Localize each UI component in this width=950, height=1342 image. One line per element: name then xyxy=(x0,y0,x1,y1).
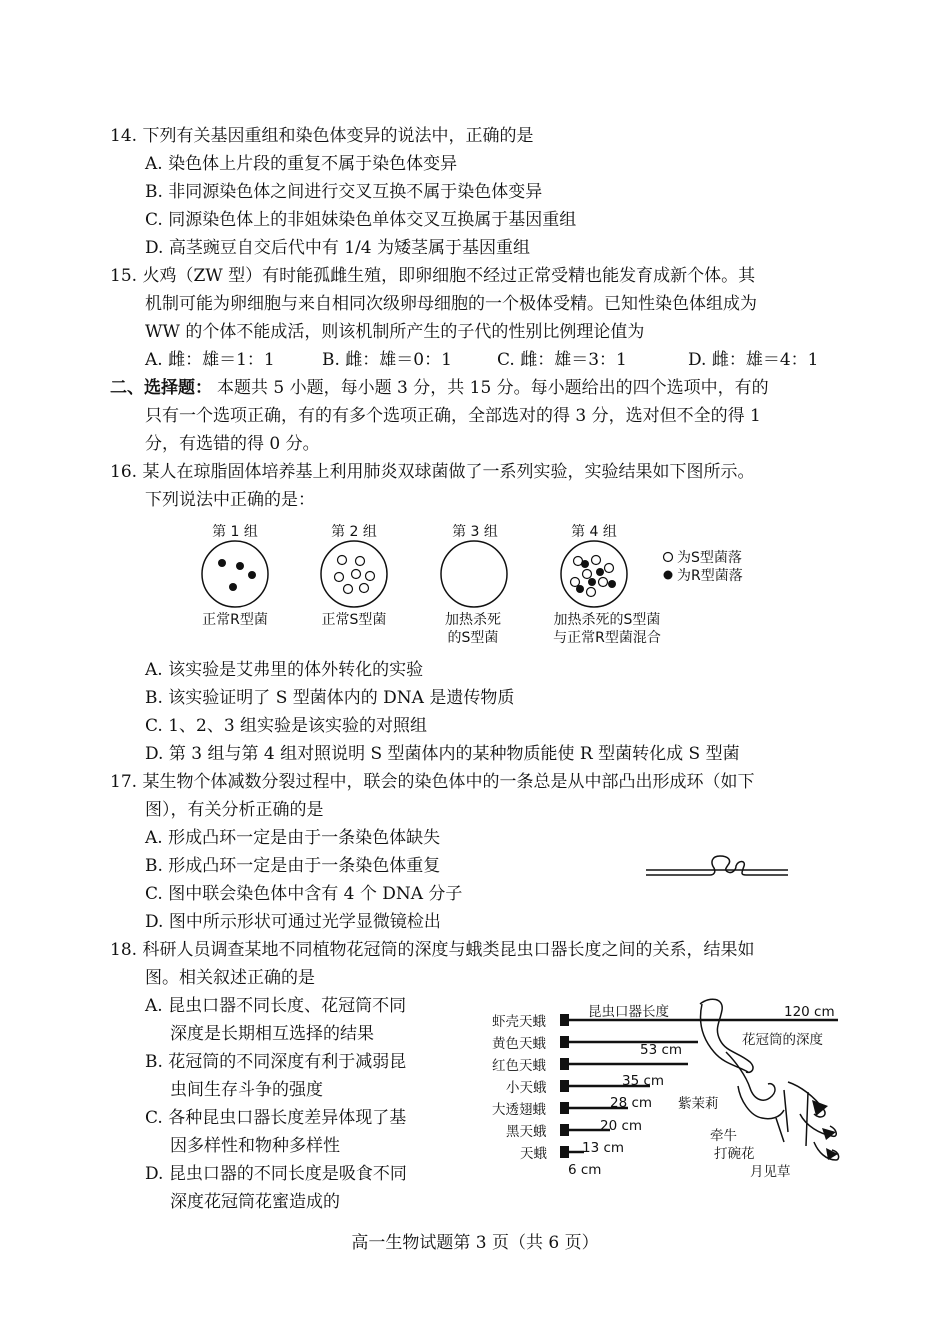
group3-title: 第 3 组 xyxy=(452,524,498,540)
legend-s-symbol xyxy=(664,553,673,562)
group3-caption-line2: 的S型菌 xyxy=(447,630,499,646)
q15-stem-line3: WW 的个体不能成活，则该机制所产生的子代的性别比例理论值为 xyxy=(145,322,645,342)
q18-stem-line1: 18. 科研人员调查某地不同植物花冠筒的深度与蛾类昆虫口器长度之间的关系，结果如 xyxy=(110,940,755,960)
q18-stem-line2: 图。相关叙述正确的是 xyxy=(145,968,315,988)
moth-flower-figure xyxy=(488,992,850,1192)
q17-option-d: D. 图中所示形状可通过光学显微镜检出 xyxy=(145,912,441,932)
group2-caption: 正常S型菌 xyxy=(321,612,387,628)
chromosome-loop-diagram xyxy=(640,848,800,882)
group1-caption: 正常R型菌 xyxy=(202,612,268,628)
moth-7: 天蛾 xyxy=(520,1146,547,1162)
q14-option-a: A. 染色体上片段的重复不属于染色体变异 xyxy=(145,154,458,174)
q18-option-d-line1: D. 昆虫口器的不同长度是吸食不同 xyxy=(145,1164,407,1184)
group4-caption-line2: 与正常R型菌混合 xyxy=(553,630,661,646)
q15-stem-line2: 机制可能为卵细胞与来自相同次级卵母细胞的一个极体受精。已知性染色体组成为 xyxy=(145,294,757,314)
moth-2: 黄色天蛾 xyxy=(492,1036,546,1052)
q17-stem-line1: 17. 某生物个体减数分裂过程中，联会的染色体中的一条总是从中部凸出形成环（如下 xyxy=(110,772,755,792)
q17-option-b: B. 形成凸环一定是由于一条染色体重复 xyxy=(145,856,441,876)
q17-option-a: A. 形成凸环一定是由于一条染色体缺失 xyxy=(145,828,441,848)
group2-colonies xyxy=(335,556,375,594)
legend-s-label: 为S型菌落 xyxy=(677,550,742,566)
group4-title: 第 4 组 xyxy=(571,524,617,540)
q15-stem-line1: 15. 火鸡（ZW 型）有时能孤雌生殖，即卵细胞不经过正常受精也能发育成新个体。其 xyxy=(110,266,756,286)
moth-1: 虾壳天蛾 xyxy=(492,1014,546,1030)
group4-caption-line1: 加热杀死的S型菌 xyxy=(553,612,661,628)
moth-5: 大透翅蛾 xyxy=(492,1102,546,1118)
length-28: 28 cm xyxy=(610,1095,653,1111)
dish-group4 xyxy=(561,541,627,607)
q14-option-d: D. 高茎豌豆自交后代中有 1/4 为矮茎属于基因重组 xyxy=(145,238,530,258)
q18-option-c-line1: C. 各种昆虫口器长度差异体现了基 xyxy=(145,1108,407,1128)
q17-option-c: C. 图中联会染色体中含有 4 个 DNA 分子 xyxy=(145,884,463,904)
q14-option-b: B. 非同源染色体之间进行交叉互换不属于染色体变异 xyxy=(145,182,543,202)
q14-stem: 14. 下列有关基因重组和染色体变异的说法中，正确的是 xyxy=(110,126,534,146)
header-right-label: 花冠筒的深度 xyxy=(742,1032,823,1048)
q18-option-a-line1: A. 昆虫口器不同长度、花冠筒不同 xyxy=(145,996,407,1016)
q16-stem-line1: 16. 某人在琼脂固体培养基上利用肺炎双球菌做了一系列实验，实验结果如下图所示。 xyxy=(110,462,755,482)
section2-text-line2: 只有一个选项正确，有的有多个选项正确，全部选对的得 3 分，选对但不全的得 1 xyxy=(145,406,761,426)
flower-3: 打碗花 xyxy=(714,1146,755,1162)
group1-title: 第 1 组 xyxy=(212,524,258,540)
moth-6: 黑天蛾 xyxy=(506,1124,547,1140)
length-35: 35 cm xyxy=(622,1073,665,1089)
q18-option-a-line2: 深度是长期相互选择的结果 xyxy=(170,1024,374,1044)
flower-2: 牵牛 xyxy=(710,1128,737,1144)
section2-text-line1: 本题共 5 小题，每小题 3 分，共 15 分。每小题给出的四个选项中，有的 xyxy=(217,378,769,398)
legend-r-label: 为R型菌落 xyxy=(677,568,743,584)
q18-option-b-line1: B. 花冠筒的不同深度有利于减弱昆 xyxy=(145,1052,407,1072)
dish-group3 xyxy=(441,541,507,607)
q15-option-c: C. 雌：雄＝3：1 xyxy=(497,350,627,370)
length-20: 20 cm xyxy=(600,1118,643,1134)
length-13: 13 cm xyxy=(582,1140,625,1156)
moth-4: 小天蛾 xyxy=(506,1080,547,1096)
q16-stem-line2: 下列说法中正确的是： xyxy=(145,490,315,510)
q15-option-d: D. 雌：雄＝4：1 xyxy=(688,350,819,370)
length-53: 53 cm xyxy=(640,1042,683,1058)
q16-option-d: D. 第 3 组与第 4 组对照说明 S 型菌体内的某种物质能使 R 型菌转化成 S 型菌 xyxy=(145,744,740,764)
q15-option-a: A. 雌：雄＝1：1 xyxy=(145,350,275,370)
length-6: 6 cm xyxy=(568,1162,602,1178)
q16-option-b: B. 该实验证明了 S 型菌体内的 DNA 是遗传物质 xyxy=(145,688,515,708)
flower-1: 紫茉莉 xyxy=(678,1096,719,1112)
q15-option-b: B. 雌：雄＝0：1 xyxy=(322,350,452,370)
flower-4: 月见草 xyxy=(750,1164,791,1180)
group3-caption-line1: 加热杀死 xyxy=(445,612,501,628)
moth-3: 红色天蛾 xyxy=(492,1058,546,1074)
page-footer: 高一生物试题第 3 页（共 6 页） xyxy=(351,1233,599,1253)
moth-icons xyxy=(560,1014,569,1158)
group4-colonies xyxy=(571,556,617,597)
q16-bacteria-figure xyxy=(180,516,780,656)
q18-option-c-line2: 因多样性和物种多样性 xyxy=(170,1136,340,1156)
header-right-top: 120 cm xyxy=(784,1004,835,1020)
q18-option-b-line2: 虫间生存斗争的强度 xyxy=(170,1080,323,1100)
q16-option-c: C. 1、2、3 组实验是该实验的对照组 xyxy=(145,716,428,736)
q14-option-c: C. 同源染色体上的非姐妹染色单体交叉互换属于基因重组 xyxy=(145,210,577,230)
group1-colonies xyxy=(218,559,256,591)
q17-stem-line2: 图），有关分析正确的是 xyxy=(145,800,324,820)
dish-group1 xyxy=(202,541,268,607)
section2-title: 二、选择题： xyxy=(110,378,212,398)
header-left: 昆虫口器长度 xyxy=(588,1004,669,1020)
q16-option-a: A. 该实验是艾弗里的体外转化的实验 xyxy=(145,660,424,680)
section2-text-line3: 分，有选错的得 0 分。 xyxy=(145,434,320,454)
group2-title: 第 2 组 xyxy=(331,524,377,540)
q18-option-d-line2: 深度花冠筒花蜜造成的 xyxy=(170,1192,340,1212)
legend-r-symbol xyxy=(664,571,673,580)
